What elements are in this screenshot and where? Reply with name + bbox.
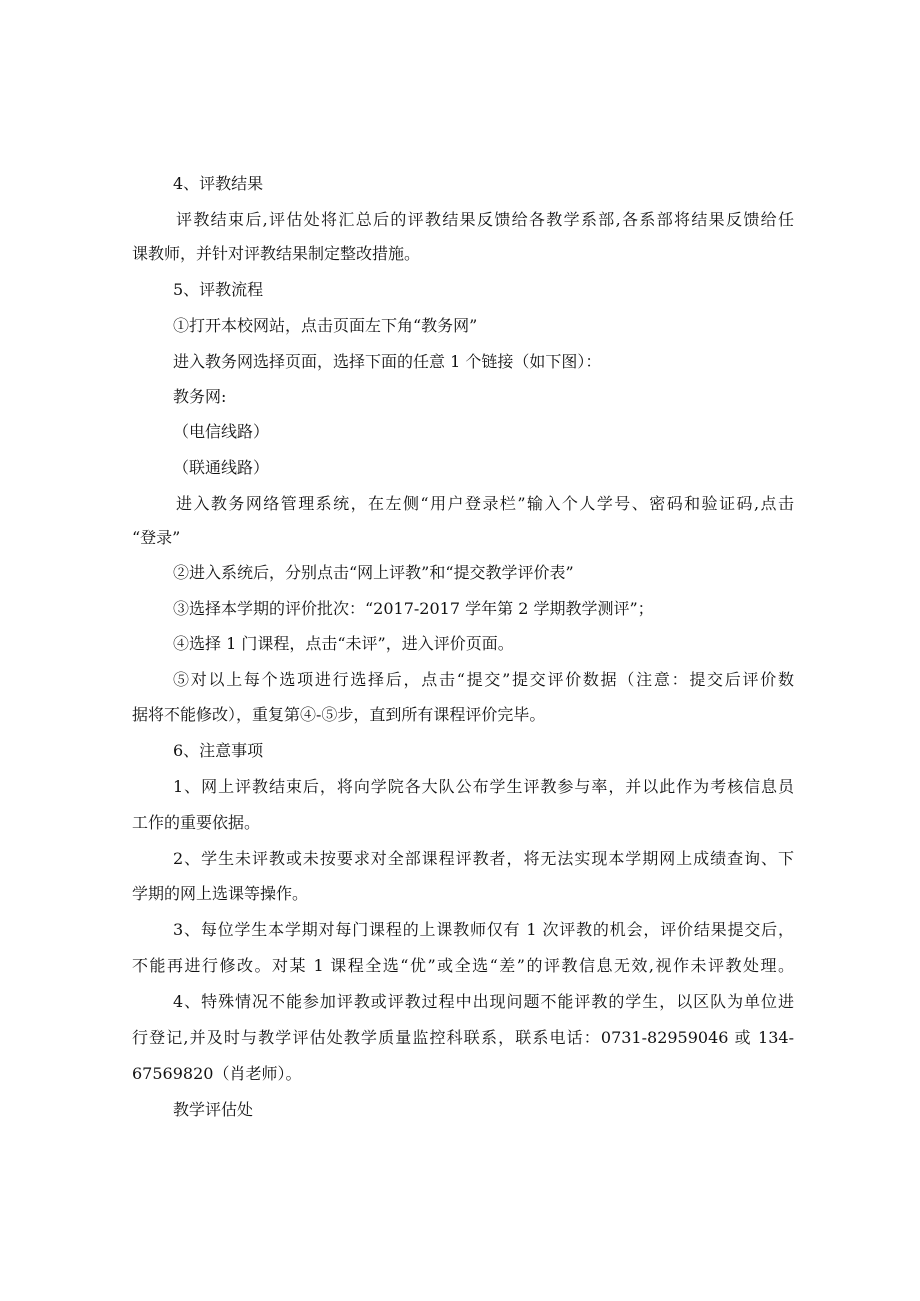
paragraph-line: 3、每位学生本学期对每门课程的上课教师仅有 1 次评教的机会，评价结果提交后， — [173, 920, 794, 939]
heading-evaluation-results: 4、评教结果 — [173, 174, 264, 193]
paragraph-line: 4、特殊情况不能参加评教或评教过程中出现问题不能评教的学生，以区队为单位进 — [173, 992, 794, 1011]
paragraph-line: 不能再进行修改。对某 1 课程全选“优”或全选“差”的评教信息无效,视作未评教处理。 — [132, 956, 794, 975]
paragraph-line: 2、学生未评教或未按要求对全部课程评教者，将无法实现本学期网上成绩查询、下 — [173, 849, 794, 868]
heading-evaluation-process: 5、评教流程 — [173, 280, 264, 299]
paragraph-line: ③选择本学期的评价批次：“2017-2017 学年第 2 学期教学测评”； — [173, 599, 654, 618]
paragraph-line: “登录” — [132, 528, 181, 547]
paragraph-line: 67569820（肖老师）。 — [132, 1064, 302, 1083]
paragraph-line: ⑤对以上每个选项进行选择后，点击“提交”提交评价数据（注意：提交后评价数 — [173, 670, 794, 689]
paragraph-line: 1、网上评教结束后，将向学院各大队公布学生评教参与率，并以此作为考核信息员 — [173, 777, 794, 796]
heading-notes: 6、注意事项 — [173, 741, 264, 760]
signature-office: 教学评估处 — [173, 1100, 254, 1119]
paragraph-line: ①打开本校网站，点击页面左下角“教务网” — [173, 316, 478, 335]
paragraph-line: 课教师，并针对评教结果制定整改措施。 — [132, 244, 421, 263]
paragraph-line: 评教结束后,评估处将汇总后的评教结果反馈给各教学系部,各系部将结果反馈给任 — [176, 210, 794, 229]
paragraph-line: 教务网: — [173, 387, 227, 406]
paragraph-line: 学期的网上选课等操作。 — [132, 884, 309, 903]
paragraph-line: （联通线路） — [173, 458, 270, 477]
paragraph-line: ④选择 1 门课程，点击“未评”，进入评价页面。 — [173, 634, 514, 653]
paragraph-line: 进入教务网络管理系统，在左侧“用户登录栏”输入个人学号、密码和验证码,点击 — [176, 494, 794, 513]
paragraph-line: 工作的重要依据。 — [132, 813, 261, 832]
paragraph-line: 行登记,并及时与教学评估处教学质量监控科联系，联系电话：0731-82959046 或 134- — [132, 1028, 794, 1047]
paragraph-line: 据将不能修改），重复第④-⑤步，直到所有课程评价完毕。 — [132, 705, 546, 724]
paragraph-line: （电信线路） — [173, 422, 270, 441]
paragraph-line: 进入教务网选择页面，选择下面的任意 1 个链接（如下图）： — [173, 352, 602, 371]
paragraph-line: ②进入系统后，分别点击“网上评教”和“提交教学评价表” — [173, 563, 574, 582]
